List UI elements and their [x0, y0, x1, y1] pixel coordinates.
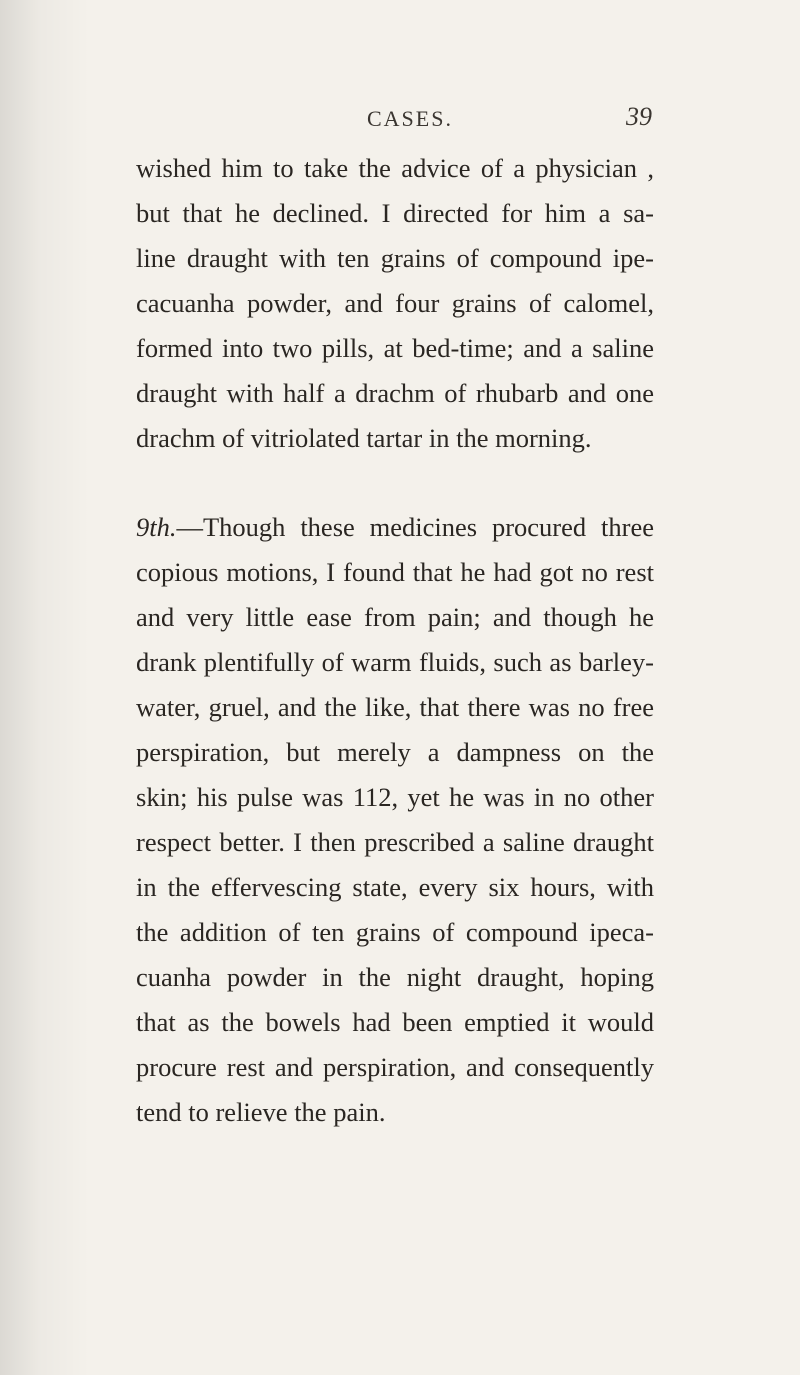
- text-line: copious motions, I found that he had got no rest: [136, 557, 654, 587]
- text-line: line draught with ten grains of compound ipe-: [136, 243, 654, 273]
- text-line: tend to relieve the pain.: [136, 1097, 386, 1127]
- text-line: drank plentifully of warm fluids, such as barley-: [136, 647, 654, 677]
- date-marker: 9th.: [136, 512, 177, 542]
- text-line: cacuanha powder, and four grains of calomel,: [136, 288, 654, 318]
- text-line: skin; his pulse was 112, yet he was in no other: [136, 782, 654, 812]
- paragraph-2: [136, 505, 654, 1135]
- paragraph-1: [136, 146, 654, 461]
- text-line: water, gruel, and the like, that there was no free: [136, 692, 654, 722]
- text-line: drachm of vitriolated tartar in the morning.: [136, 423, 592, 453]
- text-line: perspiration, but merely a dampness on the: [136, 737, 654, 767]
- text-line: but that he declined. I directed for him a sa-: [136, 198, 654, 228]
- page-number: 39: [626, 102, 652, 131]
- text-line: draught with half a drachm of rhubarb and one: [136, 378, 654, 408]
- text-line: and very little ease from pain; and though he: [136, 602, 654, 632]
- page-header: [110, 100, 710, 140]
- text-line: procure rest and perspiration, and consequently: [136, 1052, 654, 1082]
- text-line: wished him to take the advice of a physician ,: [136, 153, 654, 183]
- text-line: respect better. I then prescribed a saline draught: [136, 827, 654, 857]
- running-head: CASES.: [367, 106, 453, 131]
- text-line: in the effervescing state, every six hours, with: [136, 872, 654, 902]
- text-line: that as the bowels had been emptied it would: [136, 1007, 654, 1037]
- text-line: [136, 505, 654, 550]
- text-line: cuanha powder in the night draught, hoping: [136, 962, 654, 992]
- text-line: formed into two pills, at bed-time; and a saline: [136, 333, 654, 363]
- first-line-text: —Though these medicines procured three: [176, 512, 654, 542]
- text-line: the addition of ten grains of compound ipeca-: [136, 917, 654, 947]
- body-text: [136, 146, 654, 1135]
